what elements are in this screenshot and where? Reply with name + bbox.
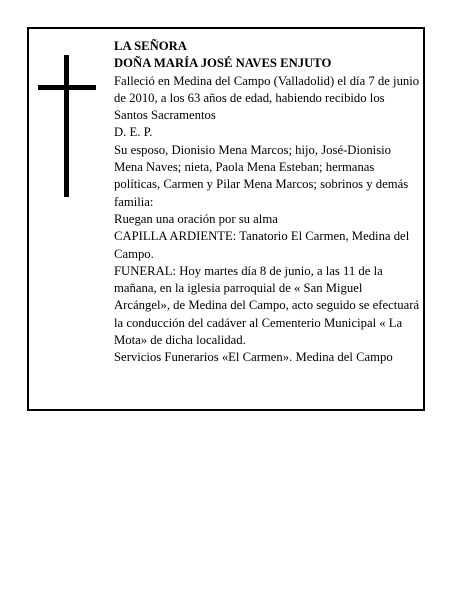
- deceased-name: DOÑA MARÍA JOSÉ NAVES ENJUTO: [114, 56, 332, 71]
- death-announcement: Falleció en Medina del Campo (Valladolid) el día 7 de junio de 2010, a los 63 años de edad, habiendo recibido los Santos Sacramentos: [114, 73, 420, 123]
- funeral-info: FUNERAL: Hoy martes día 8 de junio, a las 11 de la mañana, en la iglesia parroquial de « San Miguel Arcángel», de Medina del Campo, acto seguido se efectuará la conducción del cadáver al Cementerio Municipal « La Mota» de dicha localidad.: [114, 263, 420, 348]
- cross-vertical-bar: [64, 55, 69, 197]
- chapel-info: CAPILLA ARDIENTE: Tanatorio El Carmen, Medina del Campo.: [114, 229, 410, 261]
- cross-horizontal-bar: [38, 85, 96, 90]
- cross-icon: [38, 55, 96, 197]
- obituary-text: [114, 38, 420, 367]
- notice-title: LA SEÑORA: [114, 39, 187, 53]
- family-members: Su esposo, Dionisio Mena Marcos; hijo, José-Dionisio Mena Naves; nieta, Paola Mena Esteban; hermanas políticas, Carmen y Pilar Mena Marcos; sobrinos y demás familia:: [114, 142, 409, 209]
- rest-in-peace: D. E. P.: [114, 125, 153, 140]
- prayer-request: Ruegan una oración por su alma: [114, 211, 278, 226]
- funeral-services: Servicios Funerarios «El Carmen». Medina del Campo: [114, 350, 393, 365]
